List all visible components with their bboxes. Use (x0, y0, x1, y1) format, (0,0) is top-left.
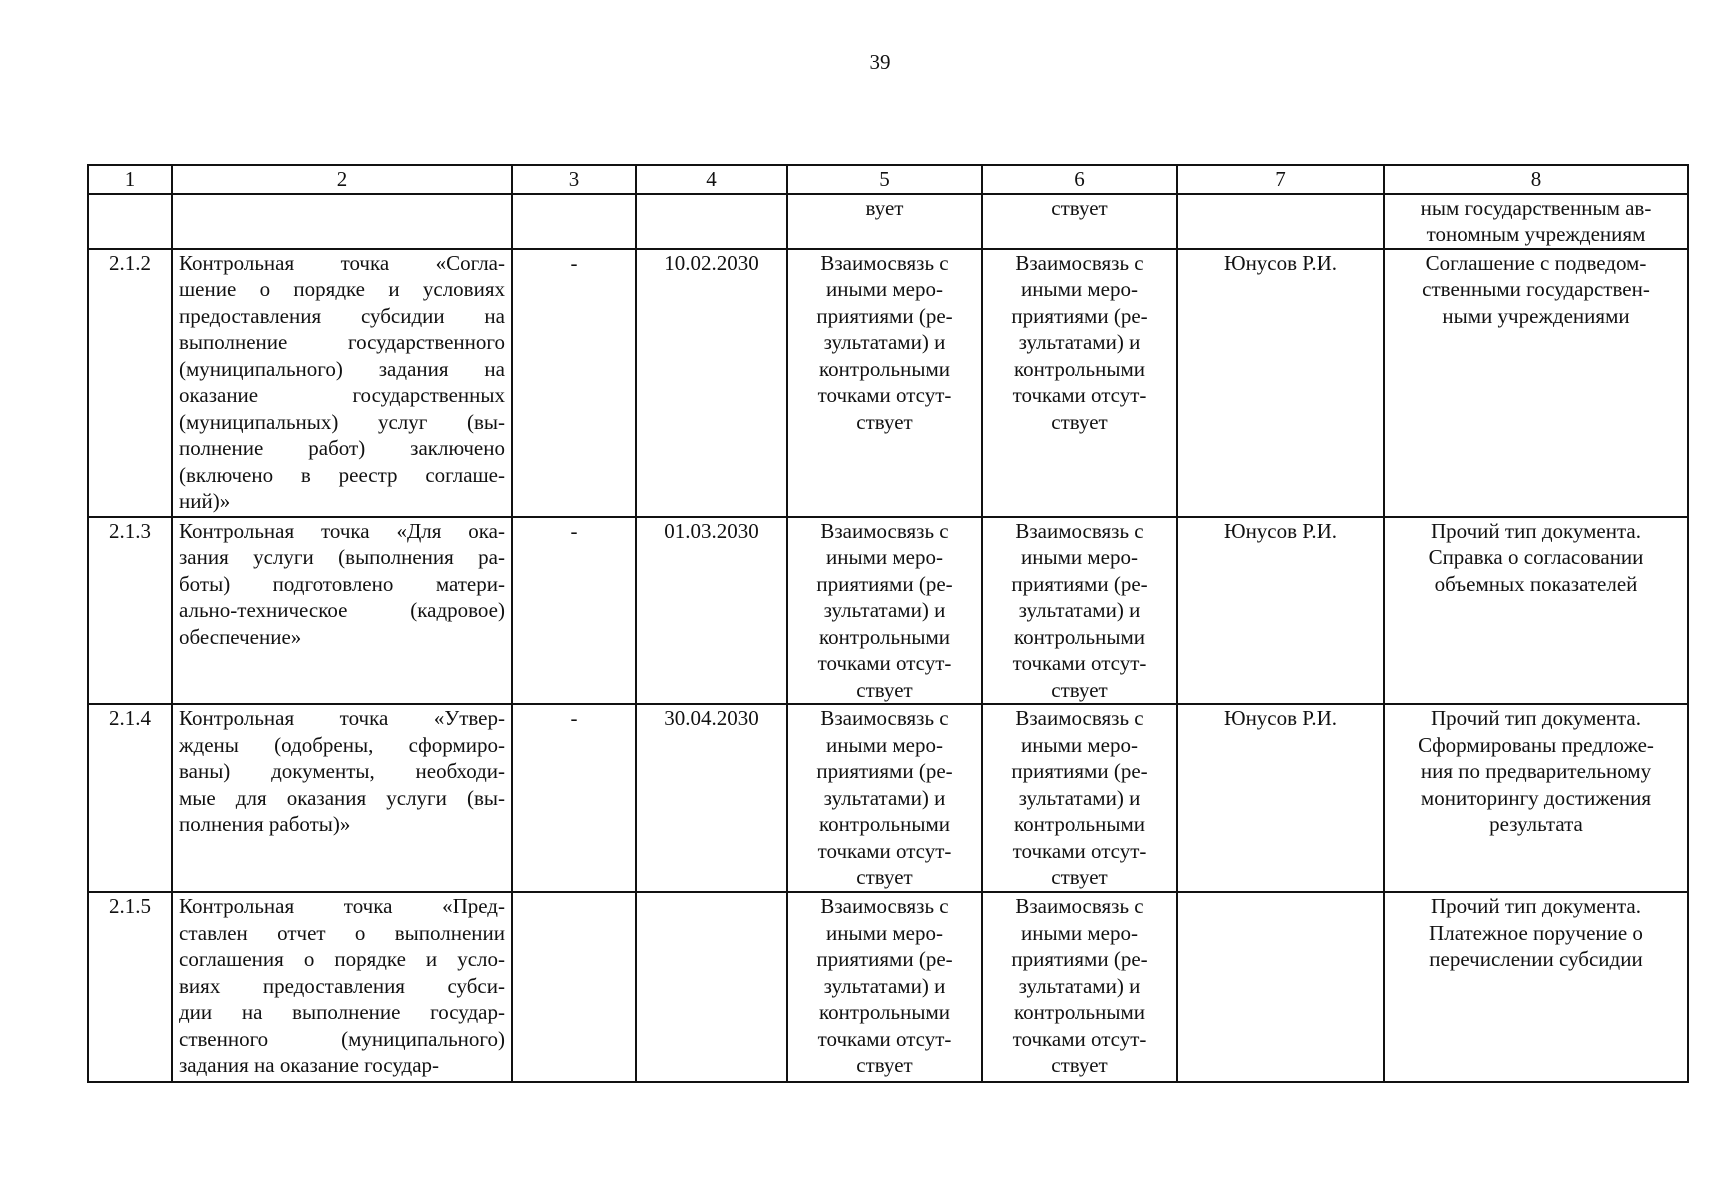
cell-line: Платежное поручение о (1429, 920, 1643, 945)
cell-line: перечислении субсидии (1429, 947, 1643, 971)
relation-cell (982, 194, 1177, 249)
cell-line: ствует (1051, 1053, 1108, 1077)
cell-text: 2.1.5 (109, 894, 151, 918)
cell-text: - (570, 250, 578, 275)
control-point-name-cell (172, 194, 512, 249)
table-row (88, 194, 1688, 249)
date-cell (636, 517, 787, 705)
relation-cell (982, 892, 1177, 1082)
cell-line: зультатами) и (1018, 785, 1141, 810)
cell-line: ствует (856, 409, 913, 434)
column-header: 8 (1384, 165, 1688, 194)
cell-line: полнение работ) заключено (179, 436, 505, 460)
cell-line: ваны) документы, необходи- (179, 759, 505, 783)
cell-line: выполнение государственного (179, 330, 505, 354)
cell-line: ствует (856, 677, 913, 702)
cell-line: контрольными (1014, 624, 1145, 649)
cell-line: контрольными (819, 624, 950, 649)
cell-line: Контрольная точка «Для ока- (179, 518, 505, 543)
date-cell (636, 704, 787, 892)
responsible-cell (1177, 249, 1384, 517)
cell-line: виях предоставления субси- (179, 973, 505, 998)
cell-line: зультатами) и (823, 785, 946, 810)
cell-line: ственного (муниципального) (179, 1026, 505, 1051)
cell-line: ствует (1051, 865, 1108, 889)
relation-cell (787, 249, 982, 517)
cell-line: зания услуги (выполнения ра- (179, 545, 505, 569)
cell-line: ния по предварительному (1420, 759, 1652, 783)
cell-line: ждены (одобрены, сформиро- (179, 732, 505, 757)
row-number-cell (88, 704, 172, 892)
responsible-cell (1177, 194, 1384, 249)
relation-cell (982, 704, 1177, 892)
cell-line: контрольными (1014, 812, 1145, 836)
cell-line: Взаимосвязь с (820, 706, 949, 730)
row-number-cell (88, 892, 172, 1082)
cell-line: тономным учреждениям (1426, 222, 1646, 246)
cell-line: ственными государствен- (1422, 277, 1650, 301)
date-cell (636, 249, 787, 517)
cell-line: боты) подготовлено матери- (179, 571, 505, 596)
control-point-name-cell (172, 704, 512, 892)
cell-line: ствует (1051, 195, 1108, 220)
cell-line: предоставления субсидии на (179, 303, 505, 328)
responsible-cell (1177, 892, 1384, 1082)
header-row (88, 165, 1688, 194)
cell-text: 2.1.2 (109, 250, 151, 275)
table-body (88, 194, 1688, 1083)
table-row (88, 517, 1688, 705)
cell-line: иными меро- (1021, 920, 1138, 945)
cell-line: Взаимосвязь с (1015, 518, 1144, 543)
cell-text: Юнусов Р.И. (1223, 518, 1338, 543)
document-cell (1384, 704, 1688, 892)
responsible-cell (1177, 704, 1384, 892)
cell-line: иными меро- (1021, 732, 1138, 757)
column-header: 5 (787, 165, 982, 194)
cell-line: Взаимосвязь с (1015, 250, 1144, 275)
cell-line: ствует (1051, 677, 1108, 702)
cell-line: шение о порядке и условиях (179, 277, 505, 301)
relation-cell (982, 249, 1177, 517)
cell-line: мые для оказания услуги (вы- (179, 785, 505, 810)
table-row (88, 704, 1688, 892)
control-points-table (87, 164, 1689, 1083)
cell-line: Соглашение с подведом- (1425, 250, 1647, 275)
cell-line: (включено в реестр соглаше- (179, 462, 505, 487)
cell-line: ными учреждениями (1442, 303, 1630, 328)
relation-cell (787, 892, 982, 1082)
cell-line: контрольными (1014, 1000, 1145, 1024)
cell-line: иными меро- (826, 277, 943, 301)
control-point-name-cell (172, 517, 512, 705)
cell-line: ний)» (179, 489, 231, 513)
column-3-cell (512, 249, 636, 517)
cell-text: 01.03.2030 (664, 518, 759, 543)
cell-line: зультатами) и (823, 973, 946, 998)
cell-line: полнения работы)» (179, 812, 351, 836)
relation-cell (787, 194, 982, 249)
cell-line: приятиями (ре- (816, 571, 953, 596)
row-number-cell (88, 249, 172, 517)
cell-line: объемных показателей (1434, 571, 1638, 596)
cell-line: Взаимосвязь с (820, 518, 949, 543)
cell-line: приятиями (ре- (1011, 947, 1148, 971)
column-header: 7 (1177, 165, 1384, 194)
cell-line: точками отсут- (1012, 838, 1147, 863)
cell-line: Контрольная точка «Согла- (179, 250, 505, 275)
column-3-cell (512, 892, 636, 1082)
relation-cell (787, 517, 982, 705)
cell-line: Справка о согласовании (1428, 545, 1644, 569)
responsible-cell (1177, 517, 1384, 705)
document-cell (1384, 249, 1688, 517)
page-number: 39 (869, 50, 891, 74)
table-row (88, 892, 1688, 1082)
column-3-cell (512, 704, 636, 892)
cell-line: Взаимосвязь с (1015, 894, 1144, 918)
column-3-cell (512, 194, 636, 249)
cell-line: зультатами) и (1018, 330, 1141, 354)
cell-line: контрольными (819, 1000, 950, 1024)
cell-line: ально-техническое (кадровое) (179, 598, 505, 622)
cell-line: контрольными (1014, 356, 1145, 381)
cell-text: 2.1.3 (109, 518, 151, 543)
table-row (88, 249, 1688, 517)
cell-line: оказание государственных (179, 383, 505, 407)
cell-line: зультатами) и (1018, 973, 1141, 998)
cell-line: точками отсут- (1012, 651, 1147, 675)
cell-line: приятиями (ре- (1011, 303, 1148, 328)
cell-line: Контрольная точка «Утвер- (179, 706, 505, 730)
date-cell (636, 194, 787, 249)
cell-line: точками отсут- (817, 383, 952, 407)
cell-line: Взаимосвязь с (820, 250, 949, 275)
cell-text: - (570, 706, 578, 730)
cell-line: иными меро- (1021, 545, 1138, 569)
column-header: 6 (982, 165, 1177, 194)
column-header: 2 (172, 165, 512, 194)
cell-text: 2.1.4 (109, 706, 151, 730)
cell-line: зультатами) и (823, 598, 946, 622)
cell-line: ным государственным ав- (1420, 195, 1652, 220)
cell-line: приятиями (ре- (816, 947, 953, 971)
cell-line: приятиями (ре- (1011, 571, 1148, 596)
cell-line: иными меро- (826, 920, 943, 945)
cell-line: контрольными (819, 356, 950, 381)
cell-line: дии на выполнение государ- (179, 1000, 505, 1024)
cell-line: точками отсут- (1012, 383, 1147, 407)
cell-line: точками отсут- (817, 1026, 952, 1051)
cell-line: приятиями (ре- (816, 759, 953, 783)
control-point-name-cell (172, 892, 512, 1082)
row-number-cell (88, 194, 172, 249)
cell-line: Контрольная точка «Пред- (179, 894, 505, 918)
cell-line: зультатами) и (823, 330, 946, 354)
cell-line: иными меро- (826, 545, 943, 569)
cell-text: 30.04.2030 (664, 706, 759, 730)
cell-line: обеспечение» (179, 624, 302, 649)
column-header: 1 (88, 165, 172, 194)
cell-line: ствует (856, 865, 913, 889)
relation-cell (982, 517, 1177, 705)
relation-cell (787, 704, 982, 892)
cell-line: соглашения о порядке и усло- (179, 947, 505, 971)
cell-text: Юнусов Р.И. (1223, 250, 1338, 275)
cell-line: контрольными (819, 812, 950, 836)
cell-line: результата (1489, 812, 1583, 836)
cell-text: - (570, 518, 578, 543)
cell-line: иными меро- (1021, 277, 1138, 301)
cell-text: 10.02.2030 (664, 250, 759, 275)
cell-line: (муниципального) задания на (179, 356, 505, 381)
cell-line: Взаимосвязь с (820, 894, 949, 918)
cell-text: Юнусов Р.И. (1223, 706, 1338, 730)
cell-line: точками отсут- (817, 838, 952, 863)
document-cell (1384, 517, 1688, 705)
column-3-cell (512, 517, 636, 705)
cell-line: Прочий тип документа. (1431, 894, 1641, 918)
cell-line: ствует (1051, 409, 1108, 434)
document-cell (1384, 194, 1688, 249)
column-header: 4 (636, 165, 787, 194)
cell-line: ствует (856, 1053, 913, 1077)
cell-line: Сформированы предложе- (1418, 732, 1654, 757)
cell-line: точками отсут- (817, 651, 952, 675)
cell-line: Прочий тип документа. (1431, 518, 1641, 543)
row-number-cell (88, 517, 172, 705)
cell-line: вует (865, 195, 904, 220)
document-cell (1384, 892, 1688, 1082)
cell-line: задания на оказание государ- (179, 1053, 440, 1077)
control-point-name-cell (172, 249, 512, 517)
cell-line: мониторингу достижения (1420, 785, 1652, 810)
cell-line: Взаимосвязь с (1015, 706, 1144, 730)
cell-line: ставлен отчет о выполнении (179, 920, 505, 945)
cell-line: приятиями (ре- (816, 303, 953, 328)
date-cell (636, 892, 787, 1082)
cell-line: Прочий тип документа. (1431, 706, 1641, 730)
column-header: 3 (512, 165, 636, 194)
cell-line: иными меро- (826, 732, 943, 757)
cell-line: приятиями (ре- (1011, 759, 1148, 783)
cell-line: зультатами) и (1018, 598, 1141, 622)
cell-line: (муниципальных) услуг (вы- (179, 409, 505, 434)
cell-line: точками отсут- (1012, 1026, 1147, 1051)
